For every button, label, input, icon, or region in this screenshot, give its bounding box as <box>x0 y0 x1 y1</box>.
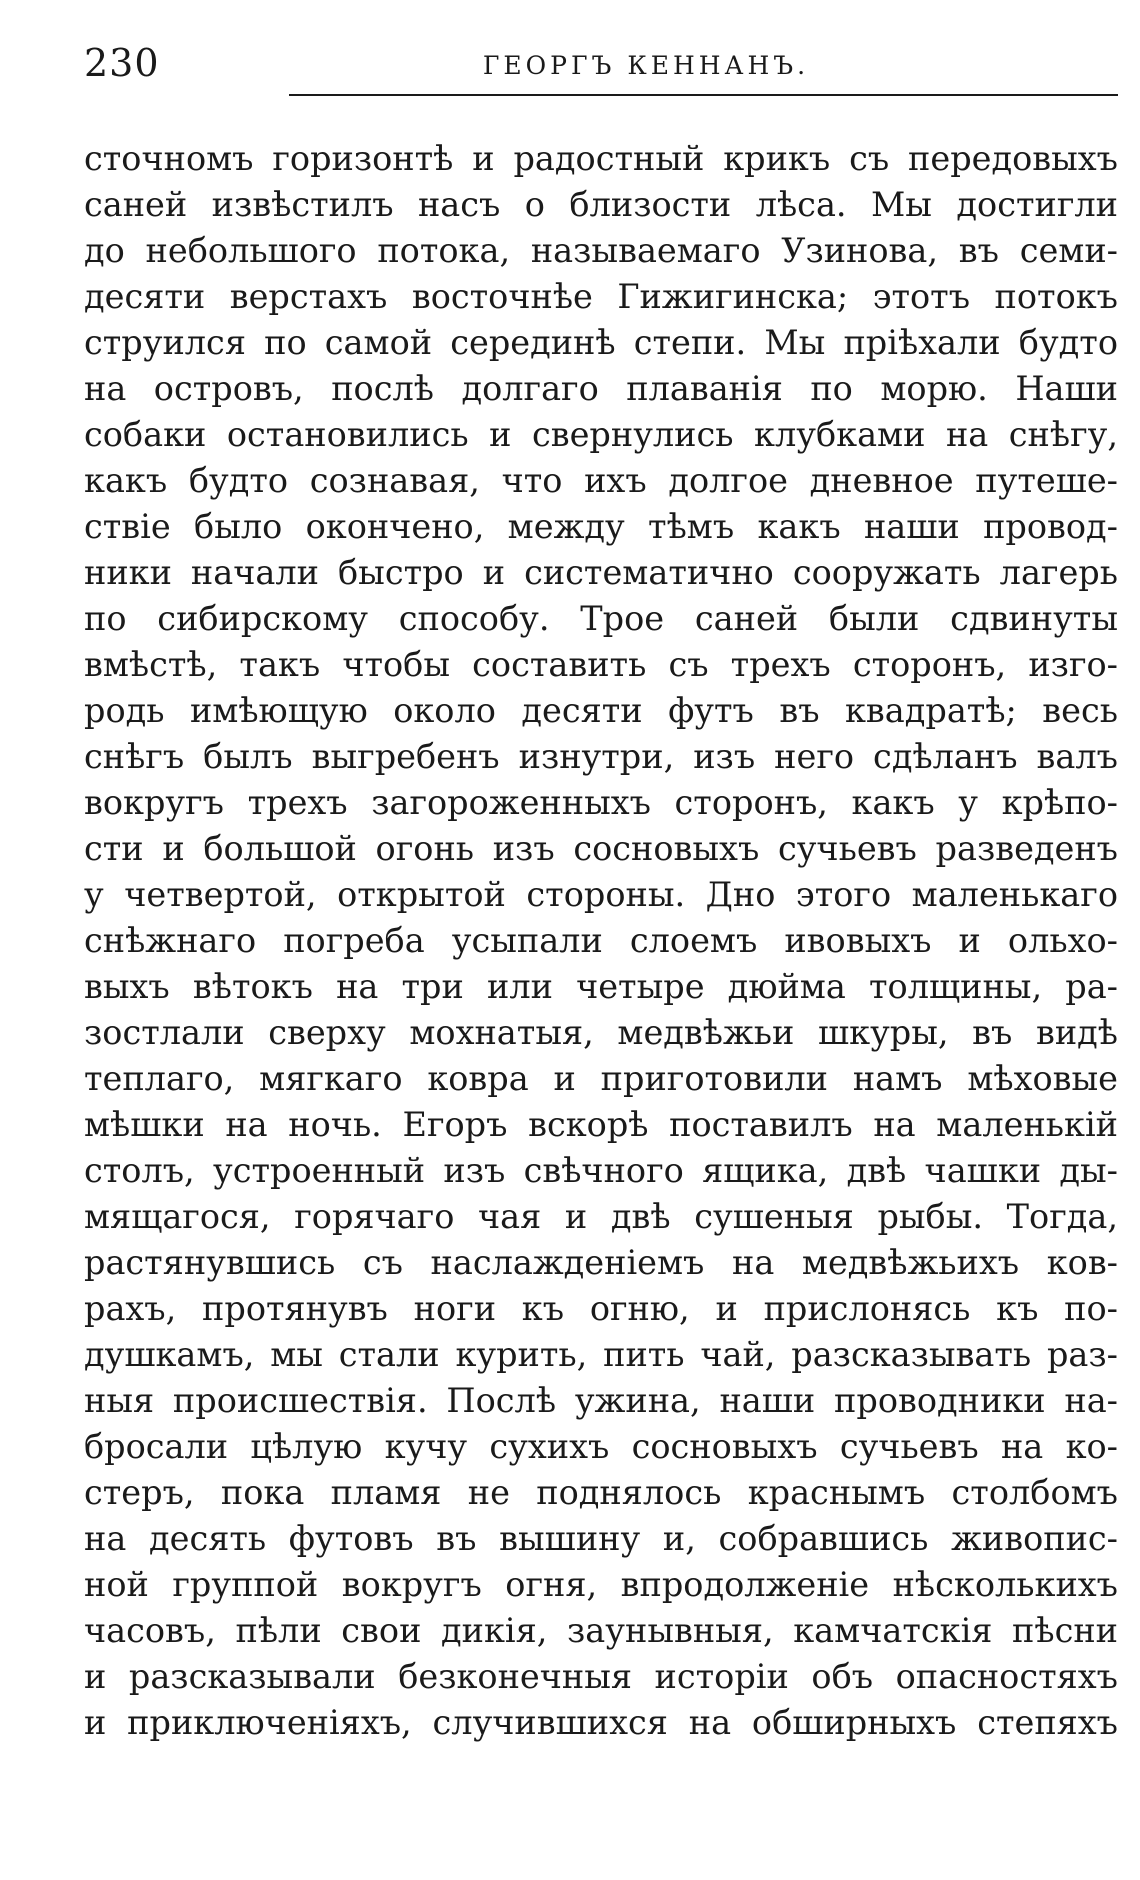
text-line: снѣгъ былъ выгребенъ изнутри, изъ него сдѣланъ валъ <box>84 737 1118 776</box>
page-number: 230 <box>84 41 160 85</box>
text-line: и разсказывали безконечныя исторіи объ опасностяхъ <box>84 1657 1118 1696</box>
text-line: сти и большой огонь изъ сосновыхъ сучьевъ разведенъ <box>84 829 1118 868</box>
book-page <box>84 38 1118 1742</box>
text-line: душкамъ, мы стали курить, пить чай, разсказывать раз- <box>84 1335 1118 1374</box>
text-line: какъ будто сознавая, что ихъ долгое дневное путеше- <box>84 461 1118 500</box>
text-line: мящагося, горячаго чая и двѣ сушеныя рыбы. Тогда, <box>84 1197 1118 1236</box>
running-head <box>84 38 1118 88</box>
text-line: сточномъ горизонтѣ и радостный крикъ съ передовыхъ <box>84 139 1118 178</box>
text-line: стеръ, пока пламя не поднялось краснымъ столбомъ <box>84 1473 1118 1512</box>
text-line: выхъ вѣтокъ на три или четыре дюйма толщины, ра- <box>84 967 1118 1006</box>
text-line: рахъ, протянувъ ноги къ огню, и прислонясь къ по- <box>84 1289 1118 1328</box>
text-line: снѣжнаго погреба усыпали слоемъ ивовыхъ и ольхо- <box>84 921 1118 960</box>
text-line: десяти верстахъ восточнѣе Гижигинска; этотъ потокъ <box>84 277 1118 316</box>
text-line: на островъ, послѣ долгаго плаванія по морю. Наши <box>84 369 1118 408</box>
text-line: теплаго, мягкаго ковра и приготовили намъ мѣховые <box>84 1059 1118 1098</box>
text-line: родь имѣющую около десяти футъ въ квадратѣ; весь <box>84 691 1118 730</box>
text-line: струился по самой серединѣ степи. Мы пріѣхали будто <box>84 323 1118 362</box>
text-line: собаки остановились и свернулись клубками на снѣгу, <box>84 415 1118 454</box>
text-line: столъ, устроенный изъ свѣчного ящика, двѣ чашки ды- <box>84 1151 1118 1190</box>
running-title: ГЕОРГЪ КЕННАНЪ. <box>482 51 810 80</box>
body-text <box>84 136 1118 1746</box>
text-line: и приключеніяхъ, случившихся на обширныхъ степяхъ <box>84 1703 1118 1742</box>
text-line: ной группой вокругъ огня, впродолженіе нѣсколькихъ <box>84 1565 1118 1604</box>
text-line: ныя происшествія. Послѣ ужина, наши проводники на- <box>84 1381 1118 1420</box>
text-line: до небольшого потока, называемаго Узинова, въ семи- <box>84 231 1118 270</box>
text-line: по сибирскому способу. Трое саней были сдвинуты <box>84 599 1118 638</box>
text-line: бросали цѣлую кучу сухихъ сосновыхъ сучьевъ на ко- <box>84 1427 1118 1466</box>
text-line: вокругъ трехъ загороженныхъ сторонъ, какъ у крѣпо- <box>84 783 1118 822</box>
text-line: на десять футовъ въ вышину и, собравшись живопис- <box>84 1519 1118 1558</box>
header-rule <box>289 94 1118 96</box>
text-line: часовъ, пѣли свои дикія, заунывныя, камчатскія пѣсни <box>84 1611 1118 1650</box>
text-line: мѣшки на ночь. Егоръ вскорѣ поставилъ на маленькій <box>84 1105 1118 1144</box>
text-line: ствіе было окончено, между тѣмъ какъ наши провод- <box>84 507 1118 546</box>
text-line: ники начали быстро и систематично сооружать лагерь <box>84 553 1118 592</box>
text-line: вмѣстѣ, такъ чтобы составить съ трехъ сторонъ, изго- <box>84 645 1118 684</box>
text-line: у четвертой, открытой стороны. Дно этого маленькаго <box>84 875 1118 914</box>
text-line: саней извѣстилъ насъ о близости лѣса. Мы достигли <box>84 185 1118 224</box>
text-line: растянувшись съ наслажденіемъ на медвѣжьихъ ков- <box>84 1243 1118 1282</box>
text-line: зостлали сверху мохнатыя, медвѣжьи шкуры, въ видѣ <box>84 1013 1118 1052</box>
